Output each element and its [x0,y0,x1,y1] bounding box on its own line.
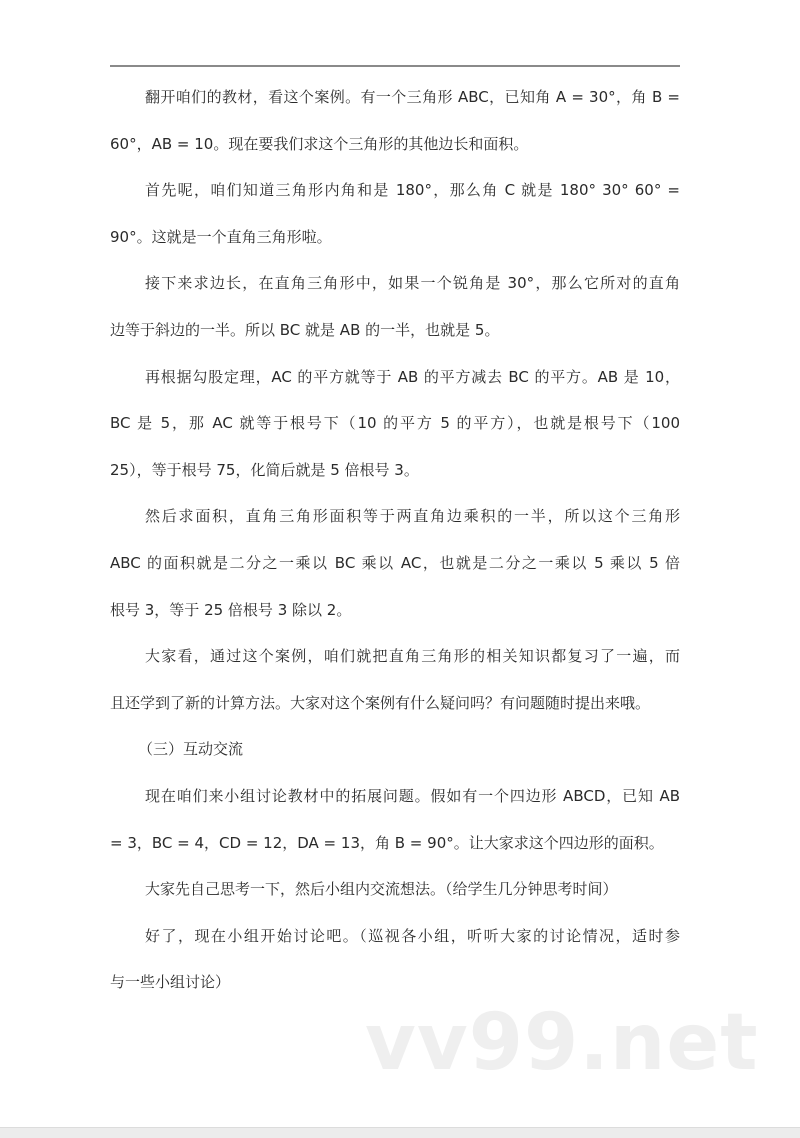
text-line: （三）互动交流 [138,740,244,759]
text-line: = 3，BC = 4，CD = 12，DA = 13，角 B = 90°。让大家求这个四边形的面积。 [110,833,664,852]
paragraph [110,493,680,633]
watermark: vv99.net [365,998,759,1088]
paragraph [110,167,680,260]
paragraph [110,354,680,494]
document-body [110,74,680,1006]
text-line: 边等于斜边的一半。所以 BC 就是 AB 的一半，也就是 5。 [110,320,500,339]
text-line: 首先呢，咱们知道三角形内角和是 180°，那么角 C 就是 180° 30° 60° = [145,181,680,200]
section-heading [110,726,680,773]
text-line: ABC 的面积就是二分之一乘以 BC 乘以 AC，也就是二分之一乘以 5 乘以 5 倍 [110,553,680,572]
text-line: BC 是 5，那 AC 就等于根号下（10 的平方 5 的平方），也就是根号下（100 [110,414,680,433]
text-line: 根号 3，等于 25 倍根号 3 除以 2。 [110,600,352,619]
text-line: 且还学到了新的计算方法。大家对这个案例有什么疑问吗？有问题随时提出来哦。 [110,693,651,712]
paragraph [110,74,680,167]
text-line: 90°。这就是一个直角三角形啦。 [110,227,332,246]
text-line: 60°，AB = 10。现在要我们求这个三角形的其他边长和面积。 [110,134,529,153]
text-line: 25），等于根号 75，化简后就是 5 倍根号 3。 [110,460,419,479]
text-line: 接下来求边长，在直角三角形中，如果一个锐角是 30°，那么它所对的直角 [145,274,680,293]
text-line: 大家先自己思考一下，然后小组内交流想法。（给学生几分钟思考时间） [145,880,618,899]
text-line: 现在咱们来小组讨论教材中的拓展问题。假如有一个四边形 ABCD，已知 AB [145,786,680,805]
text-line: 与一些小组讨论） [110,973,231,992]
page-bottom-edge [0,1127,800,1138]
paragraph [110,773,680,866]
text-line: 翻开咱们的教材，看这个案例。有一个三角形 ABC，已知角 A = 30°，角 B = [145,88,680,106]
text-line: 再根据勾股定理，AC 的平方就等于 AB 的平方减去 BC 的平方。AB 是 10， [145,367,680,386]
text-line: 然后求面积，直角三角形面积等于两直角边乘积的一半，所以这个三角形 [145,507,680,526]
paragraph [110,866,680,913]
paragraph [110,913,680,1006]
header-rule [110,65,680,67]
text-line: 好了，现在小组开始讨论吧。（巡视各小组，听听大家的讨论情况，适时参 [145,926,680,945]
text-line: 大家看，通过这个案例，咱们就把直角三角形的相关知识都复习了一遍，而 [145,647,680,666]
paragraph [110,260,680,353]
paragraph [110,633,680,726]
